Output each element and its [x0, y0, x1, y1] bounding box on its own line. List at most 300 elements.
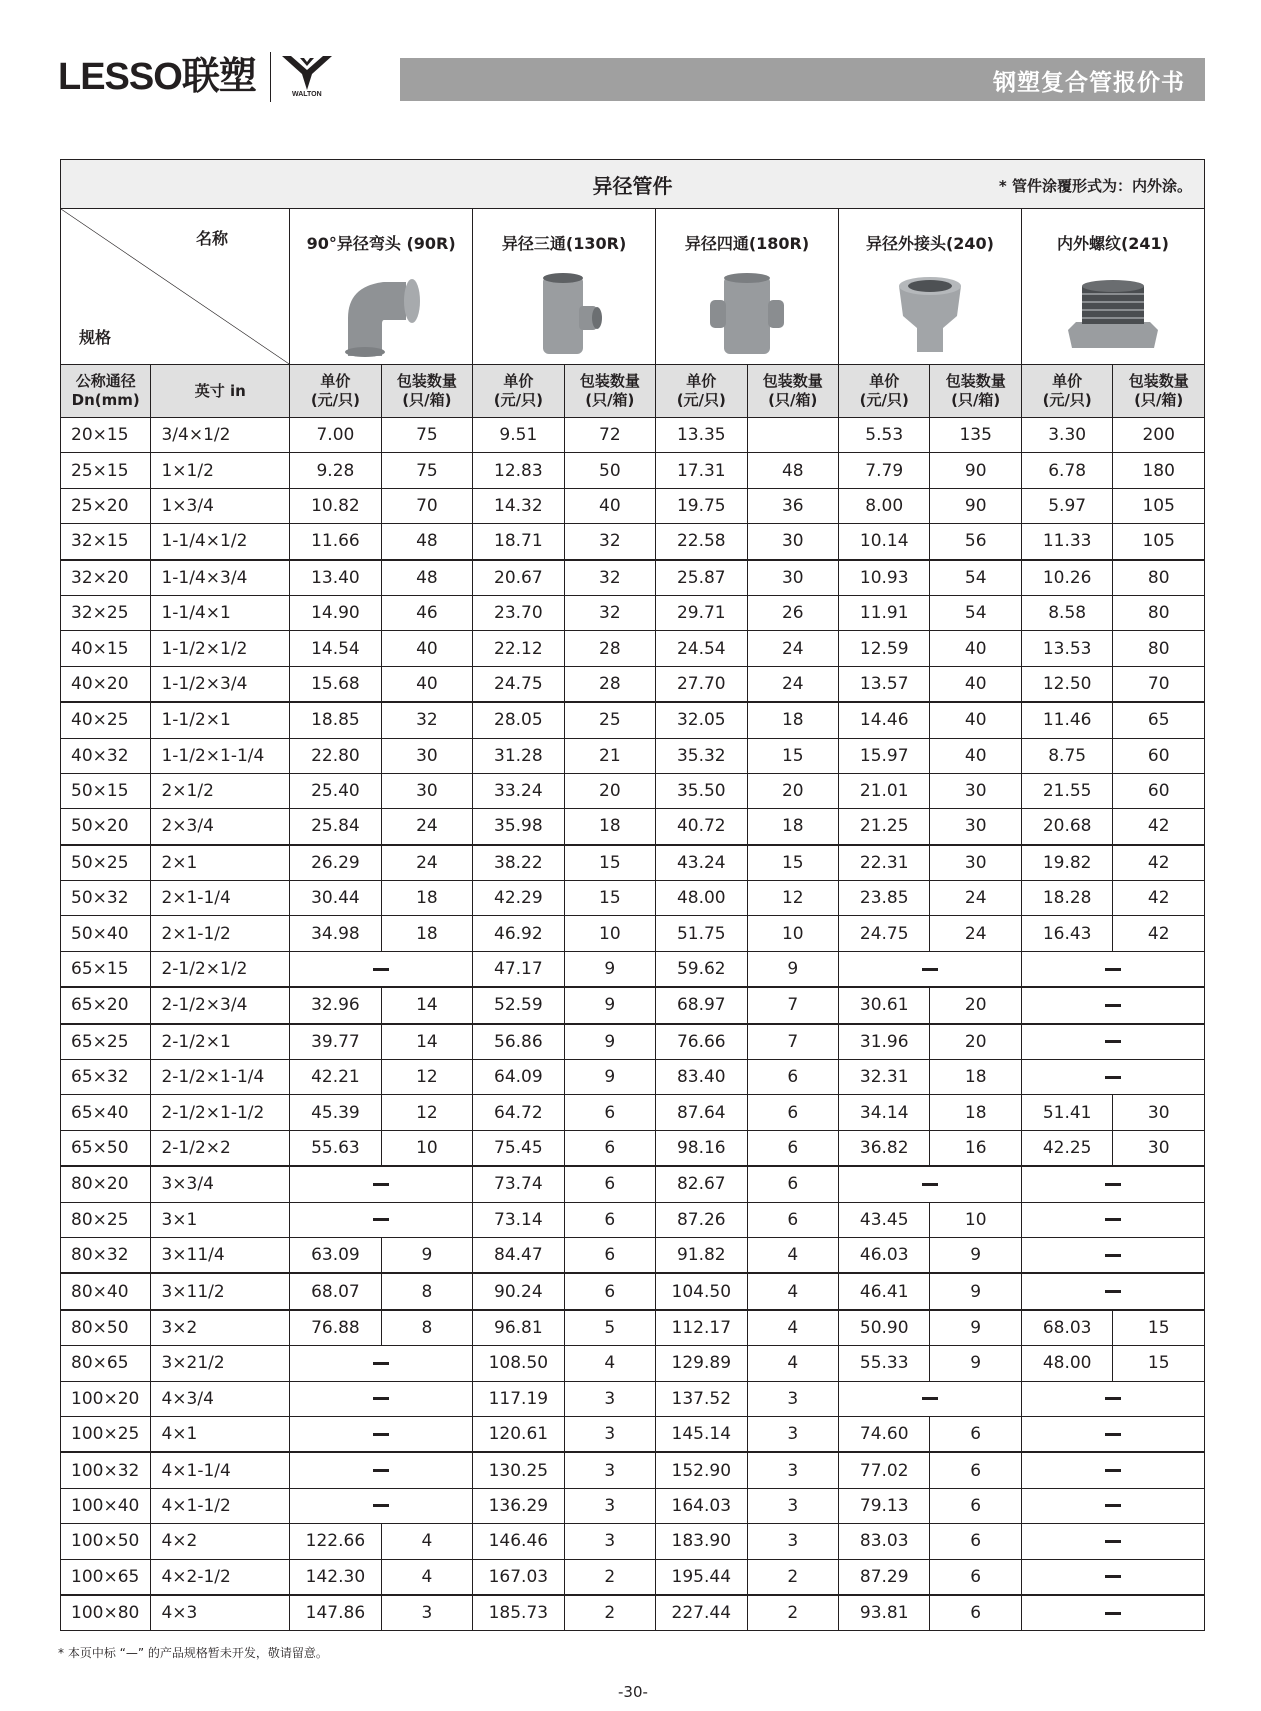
not-available-cell — [1021, 951, 1204, 987]
pack-qty-cell: 20 — [564, 773, 655, 808]
not-available-cell — [1021, 1452, 1204, 1488]
pack-qty-cell: 4 — [747, 1310, 838, 1346]
table-row — [61, 1488, 1205, 1523]
pack-qty-cell: 80 — [1113, 560, 1205, 596]
inch-cell: 4×3/4 — [151, 1381, 290, 1416]
inch-cell: 3×1 — [151, 1202, 290, 1237]
table-row — [61, 916, 1205, 951]
pack-qty-cell: 40 — [930, 738, 1021, 773]
pack-qty-cell: 9 — [564, 951, 655, 987]
dn-cell: 50×40 — [61, 916, 151, 951]
inch-cell: 2-1/2×3/4 — [151, 987, 290, 1023]
unit-price-cell: 82.67 — [656, 1166, 747, 1202]
inch-cell: 4×1-1/2 — [151, 1488, 290, 1523]
pack-qty-header-line2: (只/箱) — [951, 391, 1001, 409]
unit-price-cell: 56.86 — [473, 1024, 564, 1060]
pack-qty-cell: 10 — [930, 1202, 1021, 1237]
unit-price-header-line1: 单价 — [503, 372, 534, 390]
unit-price-cell: 5.97 — [1021, 488, 1112, 523]
unit-price-cell: 7.00 — [290, 418, 381, 453]
unit-price-cell: 8.00 — [839, 488, 930, 523]
pack-qty-cell: 3 — [381, 1595, 472, 1631]
unit-price-cell: 13.57 — [839, 666, 930, 702]
pack-qty-cell: 24 — [381, 845, 472, 881]
product-header-4 — [839, 209, 1022, 365]
table-row — [61, 738, 1205, 773]
unit-price-header-line2: (元/只) — [310, 391, 361, 409]
pack-qty-cell: 24 — [930, 881, 1021, 916]
unit-price-cell: 42.29 — [473, 881, 564, 916]
inch-cell: 4×2 — [151, 1524, 290, 1559]
pack-qty-cell: 6 — [930, 1416, 1021, 1452]
table-row — [61, 453, 1205, 488]
unit-price-cell: 14.32 — [473, 488, 564, 523]
table-row — [61, 1273, 1205, 1309]
unit-price-cell: 25.84 — [290, 809, 381, 845]
unit-price-cell: 30.44 — [290, 881, 381, 916]
pack-qty-cell: 9 — [930, 1273, 1021, 1309]
unit-price-cell: 98.16 — [656, 1130, 747, 1166]
unit-price-cell: 55.33 — [839, 1346, 930, 1381]
unit-price-cell: 87.29 — [839, 1559, 930, 1595]
pack-qty-header-line1: 包装数量 — [1128, 372, 1189, 390]
pack-qty-cell: 20 — [930, 1024, 1021, 1060]
unit-price-header-line2: (元/只) — [1042, 391, 1092, 409]
dash-icon — [1105, 1612, 1121, 1615]
dn-header — [61, 365, 151, 418]
dn-cell: 50×25 — [61, 845, 151, 881]
dn-cell: 65×32 — [61, 1060, 151, 1095]
not-available-cell — [290, 1416, 473, 1452]
pack-qty-cell: 105 — [1113, 524, 1205, 560]
pack-qty-cell: 18 — [564, 809, 655, 845]
product-name-row — [61, 209, 1205, 365]
dn-cell: 40×20 — [61, 666, 151, 702]
corner-spec-label: 规格 — [79, 328, 112, 347]
inch-cell: 4×1 — [151, 1416, 290, 1452]
inch-cell: 3×11/2 — [151, 1273, 290, 1309]
pack-qty-cell: 60 — [1113, 773, 1205, 808]
pack-qty-header-line1: 包装数量 — [396, 372, 457, 390]
unit-price-cell: 7.79 — [839, 453, 930, 488]
not-available-cell — [290, 1166, 473, 1202]
pack-qty-cell: 30 — [1113, 1095, 1205, 1130]
pack-qty-cell: 5 — [564, 1310, 655, 1346]
dash-icon — [1105, 1504, 1121, 1507]
unit-price-cell: 129.89 — [656, 1346, 747, 1381]
unit-price-cell: 136.29 — [473, 1488, 564, 1523]
dash-icon — [1105, 1076, 1121, 1079]
table-row — [61, 666, 1205, 702]
inch-cell: 2-1/2×1/2 — [151, 951, 290, 987]
unit-price-cell: 24.75 — [839, 916, 930, 951]
pack-qty-cell: 56 — [930, 524, 1021, 560]
pack-qty-cell: 6 — [747, 1095, 838, 1130]
table-row — [61, 951, 1205, 987]
pack-qty-cell: 9 — [564, 1024, 655, 1060]
dash-icon — [1105, 1254, 1121, 1257]
pack-qty-cell: 4 — [747, 1346, 838, 1381]
unit-price-cell: 79.13 — [839, 1488, 930, 1523]
pack-qty-cell: 6 — [564, 1095, 655, 1130]
dash-icon — [373, 968, 389, 971]
pack-qty-cell: 200 — [1113, 418, 1205, 453]
dash-icon — [1105, 1040, 1121, 1043]
pack-qty-cell: 30 — [930, 845, 1021, 881]
unit-price-header-line2: (元/只) — [859, 391, 909, 409]
pack-qty-cell: 24 — [747, 666, 838, 702]
not-available-cell — [1021, 1416, 1204, 1452]
unit-price-cell: 12.59 — [839, 631, 930, 666]
unit-price-cell: 117.19 — [473, 1381, 564, 1416]
unit-price-cell: 74.60 — [839, 1416, 930, 1452]
table-row — [61, 631, 1205, 666]
unit-price-cell: 68.03 — [1021, 1310, 1112, 1346]
not-available-cell — [290, 1381, 473, 1416]
dash-icon — [373, 1469, 389, 1472]
pack-qty-header-line1: 包装数量 — [762, 372, 823, 390]
pack-qty-cell: 4 — [381, 1524, 472, 1559]
product-name: 异径外接头(240) — [865, 234, 994, 253]
pack-qty-cell: 30 — [747, 524, 838, 560]
table-row — [61, 1202, 1205, 1237]
pack-qty-cell: 42 — [1113, 916, 1205, 951]
pack-qty-cell: 30 — [381, 738, 472, 773]
pack-qty-cell: 24 — [381, 809, 472, 845]
pack-qty-cell: 40 — [381, 666, 472, 702]
dn-cell: 100×50 — [61, 1524, 151, 1559]
not-available-cell — [1021, 1524, 1204, 1559]
pack-qty-cell: 15 — [1113, 1346, 1205, 1381]
table-row — [61, 1095, 1205, 1130]
pack-qty-cell: 72 — [564, 418, 655, 453]
pack-qty-cell: 6 — [930, 1595, 1021, 1631]
dn-cell: 40×15 — [61, 631, 151, 666]
pack-qty-header — [1113, 365, 1205, 418]
unit-price-cell: 16.43 — [1021, 916, 1112, 951]
pack-qty-cell: 75 — [381, 453, 472, 488]
table-row — [61, 1166, 1205, 1202]
dn-cell: 32×20 — [61, 560, 151, 596]
pack-qty-cell: 70 — [381, 488, 472, 523]
unit-price-cell: 10.14 — [839, 524, 930, 560]
table-row — [61, 987, 1205, 1023]
table-row — [61, 1381, 1205, 1416]
inch-cell: 1-1/2×1-1/4 — [151, 738, 290, 773]
dash-icon — [1105, 1004, 1121, 1007]
dash-icon — [373, 1183, 389, 1186]
table-caption-cell — [61, 160, 1205, 209]
pack-qty-cell: 42 — [1113, 881, 1205, 916]
table-row — [61, 702, 1205, 738]
pack-qty-cell: 75 — [381, 418, 472, 453]
unit-price-cell: 55.63 — [290, 1130, 381, 1166]
table-row — [61, 595, 1205, 630]
pack-qty-cell: 6 — [564, 1273, 655, 1309]
not-available-cell — [290, 1202, 473, 1237]
dn-header-line2: Dn(mm) — [71, 391, 140, 409]
pack-qty-cell: 3 — [747, 1381, 838, 1416]
pack-qty-cell: 20 — [930, 987, 1021, 1023]
unit-price-cell: 47.17 — [473, 951, 564, 987]
not-available-cell — [1021, 1237, 1204, 1273]
pack-qty-cell: 9 — [564, 987, 655, 1023]
dn-cell: 32×25 — [61, 595, 151, 630]
table-row — [61, 1237, 1205, 1273]
unit-price-cell: 10.82 — [290, 488, 381, 523]
unit-price-cell: 108.50 — [473, 1346, 564, 1381]
unit-price-header-line2: (元/只) — [493, 391, 543, 409]
table-row — [61, 1060, 1205, 1095]
unit-price-cell: 48.00 — [1021, 1346, 1112, 1381]
not-available-cell — [290, 1346, 473, 1381]
dn-cell: 80×65 — [61, 1346, 151, 1381]
unit-price-cell: 25.40 — [290, 773, 381, 808]
pack-qty-cell: 15 — [747, 845, 838, 881]
corner-header-cell — [61, 209, 290, 365]
pack-qty-cell: 32 — [564, 595, 655, 630]
dn-cell: 100×20 — [61, 1381, 151, 1416]
pack-qty-cell: 25 — [564, 702, 655, 738]
pack-qty-header — [564, 365, 655, 418]
dn-cell: 100×25 — [61, 1416, 151, 1452]
unit-price-cell: 87.26 — [656, 1202, 747, 1237]
pack-qty-cell: 32 — [381, 702, 472, 738]
inch-cell: 1×1/2 — [151, 453, 290, 488]
pack-qty-cell: 32 — [564, 560, 655, 596]
inch-cell: 1-1/4×3/4 — [151, 560, 290, 596]
unit-price-cell: 12.83 — [473, 453, 564, 488]
pack-qty-cell: 80 — [1113, 631, 1205, 666]
pack-qty-cell: 18 — [930, 1060, 1021, 1095]
dn-cell: 25×20 — [61, 488, 151, 523]
unit-price-cell: 25.87 — [656, 560, 747, 596]
pack-qty-cell: 30 — [930, 773, 1021, 808]
pack-qty-cell: 32 — [564, 524, 655, 560]
pack-qty-cell: 30 — [930, 809, 1021, 845]
product-header-5 — [1021, 209, 1204, 365]
pack-qty-cell: 3 — [747, 1416, 838, 1452]
inch-cell: 2-1/2×1-1/2 — [151, 1095, 290, 1130]
unit-price-cell: 83.03 — [839, 1524, 930, 1559]
lesso-logo — [58, 52, 333, 102]
not-available-cell — [1021, 1060, 1204, 1095]
dash-icon — [373, 1397, 389, 1400]
unit-price-cell: 12.50 — [1021, 666, 1112, 702]
pack-qty-cell: 9 — [747, 951, 838, 987]
pack-qty-cell: 15 — [1113, 1310, 1205, 1346]
page-number: -30- — [618, 1683, 648, 1701]
pack-qty-cell: 12 — [747, 881, 838, 916]
unit-price-cell: 142.30 — [290, 1559, 381, 1595]
dash-icon — [922, 1397, 938, 1400]
unit-price-cell: 42.21 — [290, 1060, 381, 1095]
dn-cell: 100×80 — [61, 1595, 151, 1631]
unit-price-cell: 33.24 — [473, 773, 564, 808]
table-row — [61, 1524, 1205, 1559]
unit-price-cell: 22.12 — [473, 631, 564, 666]
pack-qty-cell: 20 — [747, 773, 838, 808]
pack-qty-cell: 15 — [747, 738, 838, 773]
unit-price-cell: 145.14 — [656, 1416, 747, 1452]
unit-price-cell: 34.98 — [290, 916, 381, 951]
inch-cell: 3×2 — [151, 1310, 290, 1346]
dash-icon — [373, 1433, 389, 1436]
pack-qty-cell: 9 — [381, 1237, 472, 1273]
not-available-cell — [1021, 1202, 1204, 1237]
reducing-socket-icon — [875, 268, 985, 358]
pack-qty-cell — [747, 418, 838, 453]
unit-price-cell: 27.70 — [656, 666, 747, 702]
not-available-cell — [1021, 1488, 1204, 1523]
unit-price-cell: 32.05 — [656, 702, 747, 738]
unit-price-cell: 11.33 — [1021, 524, 1112, 560]
dash-icon — [1105, 1290, 1121, 1293]
dash-icon — [1105, 1218, 1121, 1221]
dn-cell: 25×15 — [61, 453, 151, 488]
dash-icon — [1105, 1397, 1121, 1400]
unit-price-cell: 31.28 — [473, 738, 564, 773]
unit-price-cell: 13.35 — [656, 418, 747, 453]
pack-qty-cell: 6 — [747, 1130, 838, 1166]
unit-price-cell: 130.25 — [473, 1452, 564, 1488]
unit-price-cell: 35.50 — [656, 773, 747, 808]
pack-qty-cell: 48 — [381, 524, 472, 560]
pack-qty-header-line2: (只/箱) — [1134, 391, 1184, 409]
dash-icon — [1105, 1469, 1121, 1472]
pack-qty-cell: 3 — [747, 1452, 838, 1488]
pack-qty-cell: 30 — [381, 773, 472, 808]
pack-qty-cell: 105 — [1113, 488, 1205, 523]
pack-qty-cell: 18 — [747, 809, 838, 845]
not-available-cell — [1021, 1166, 1204, 1202]
table-row — [61, 1346, 1205, 1381]
brand-name-cn: 联塑 — [181, 56, 256, 98]
pack-qty-cell: 3 — [564, 1488, 655, 1523]
unit-price-cell: 18.71 — [473, 524, 564, 560]
pack-qty-header-line2: (只/箱) — [585, 391, 635, 409]
unit-price-cell: 5.53 — [839, 418, 930, 453]
inch-cell: 4×1-1/4 — [151, 1452, 290, 1488]
pack-qty-cell: 30 — [1113, 1130, 1205, 1166]
pack-qty-header-line1: 包装数量 — [579, 372, 640, 390]
pack-qty-cell: 48 — [747, 453, 838, 488]
pack-qty-cell: 6 — [930, 1452, 1021, 1488]
pack-qty-cell: 14 — [381, 1024, 472, 1060]
product-header-3 — [656, 209, 839, 365]
pack-qty-cell: 24 — [747, 631, 838, 666]
pack-qty-cell: 3 — [747, 1488, 838, 1523]
pack-qty-cell: 4 — [381, 1559, 472, 1595]
pack-qty-cell: 3 — [564, 1381, 655, 1416]
not-available-cell — [290, 1488, 473, 1523]
inch-cell: 1-1/2×1/2 — [151, 631, 290, 666]
dn-cell: 80×20 — [61, 1166, 151, 1202]
unit-price-cell: 21.25 — [839, 809, 930, 845]
table-row — [61, 1130, 1205, 1166]
dn-cell: 20×15 — [61, 418, 151, 453]
inch-cell: 1×3/4 — [151, 488, 290, 523]
pack-qty-cell: 6 — [930, 1488, 1021, 1523]
dash-icon — [373, 1504, 389, 1507]
unit-price-cell: 50.90 — [839, 1310, 930, 1346]
unit-price-cell: 73.14 — [473, 1202, 564, 1237]
unit-price-cell: 46.41 — [839, 1273, 930, 1309]
coating-note: * 管件涂覆形式为：内外涂。 — [998, 177, 1192, 195]
inch-cell: 2×1-1/4 — [151, 881, 290, 916]
pack-qty-header — [381, 365, 472, 418]
table-row — [61, 1310, 1205, 1346]
unit-price-cell: 42.25 — [1021, 1130, 1112, 1166]
unit-price-header-line2: (元/只) — [676, 391, 726, 409]
pack-qty-cell: 2 — [564, 1595, 655, 1631]
unit-price-cell: 23.70 — [473, 595, 564, 630]
unit-price-cell: 59.62 — [656, 951, 747, 987]
not-available-cell — [1021, 1559, 1204, 1595]
unit-price-cell: 22.58 — [656, 524, 747, 560]
pack-qty-cell: 3 — [564, 1452, 655, 1488]
dash-icon — [1105, 1183, 1121, 1186]
unit-price-cell: 20.67 — [473, 560, 564, 596]
unit-price-cell: 167.03 — [473, 1559, 564, 1595]
unit-price-cell: 22.80 — [290, 738, 381, 773]
pack-qty-cell: 60 — [1113, 738, 1205, 773]
pack-qty-cell: 6 — [564, 1237, 655, 1273]
pack-qty-cell: 40 — [564, 488, 655, 523]
unit-price-cell: 96.81 — [473, 1310, 564, 1346]
pack-qty-cell: 6 — [930, 1524, 1021, 1559]
dn-header-line1: 公称通径 — [75, 372, 136, 390]
unit-price-cell: 28.05 — [473, 702, 564, 738]
unit-price-cell: 9.28 — [290, 453, 381, 488]
pack-qty-cell: 9 — [564, 1060, 655, 1095]
inch-cell: 4×3 — [151, 1595, 290, 1631]
unit-price-cell: 195.44 — [656, 1559, 747, 1595]
pack-qty-cell: 40 — [930, 631, 1021, 666]
unit-price-cell: 31.96 — [839, 1024, 930, 1060]
dash-icon — [1105, 1575, 1121, 1578]
unit-price-cell: 24.54 — [656, 631, 747, 666]
unit-price-cell: 73.74 — [473, 1166, 564, 1202]
pack-qty-cell: 12 — [381, 1095, 472, 1130]
dn-cell: 65×25 — [61, 1024, 151, 1060]
dn-cell: 65×40 — [61, 1095, 151, 1130]
not-available-cell — [839, 951, 1022, 987]
doc-title: 钢塑复合管报价书 — [993, 70, 1185, 96]
unit-price-cell: 137.52 — [656, 1381, 747, 1416]
dash-icon — [922, 1183, 938, 1186]
table-row — [61, 773, 1205, 808]
dn-cell: 50×15 — [61, 773, 151, 808]
dn-cell: 65×15 — [61, 951, 151, 987]
unit-price-cell: 19.82 — [1021, 845, 1112, 881]
corner-name-label: 名称 — [196, 229, 229, 248]
unit-price-cell: 26.29 — [290, 845, 381, 881]
unit-price-header-line1: 单价 — [686, 372, 717, 390]
table-row — [61, 881, 1205, 916]
inch-cell: 2-1/2×2 — [151, 1130, 290, 1166]
product-name: 异径三通(130R) — [501, 234, 627, 253]
unit-price-cell: 46.92 — [473, 916, 564, 951]
reducing-cross-icon — [692, 268, 802, 358]
brand-name-latin: LESSO — [58, 56, 182, 98]
pack-qty-cell: 18 — [930, 1095, 1021, 1130]
table-row — [61, 809, 1205, 845]
unit-price-cell: 40.72 — [656, 809, 747, 845]
pack-qty-cell: 12 — [381, 1060, 472, 1095]
dn-cell: 80×25 — [61, 1202, 151, 1237]
table-row — [61, 418, 1205, 453]
